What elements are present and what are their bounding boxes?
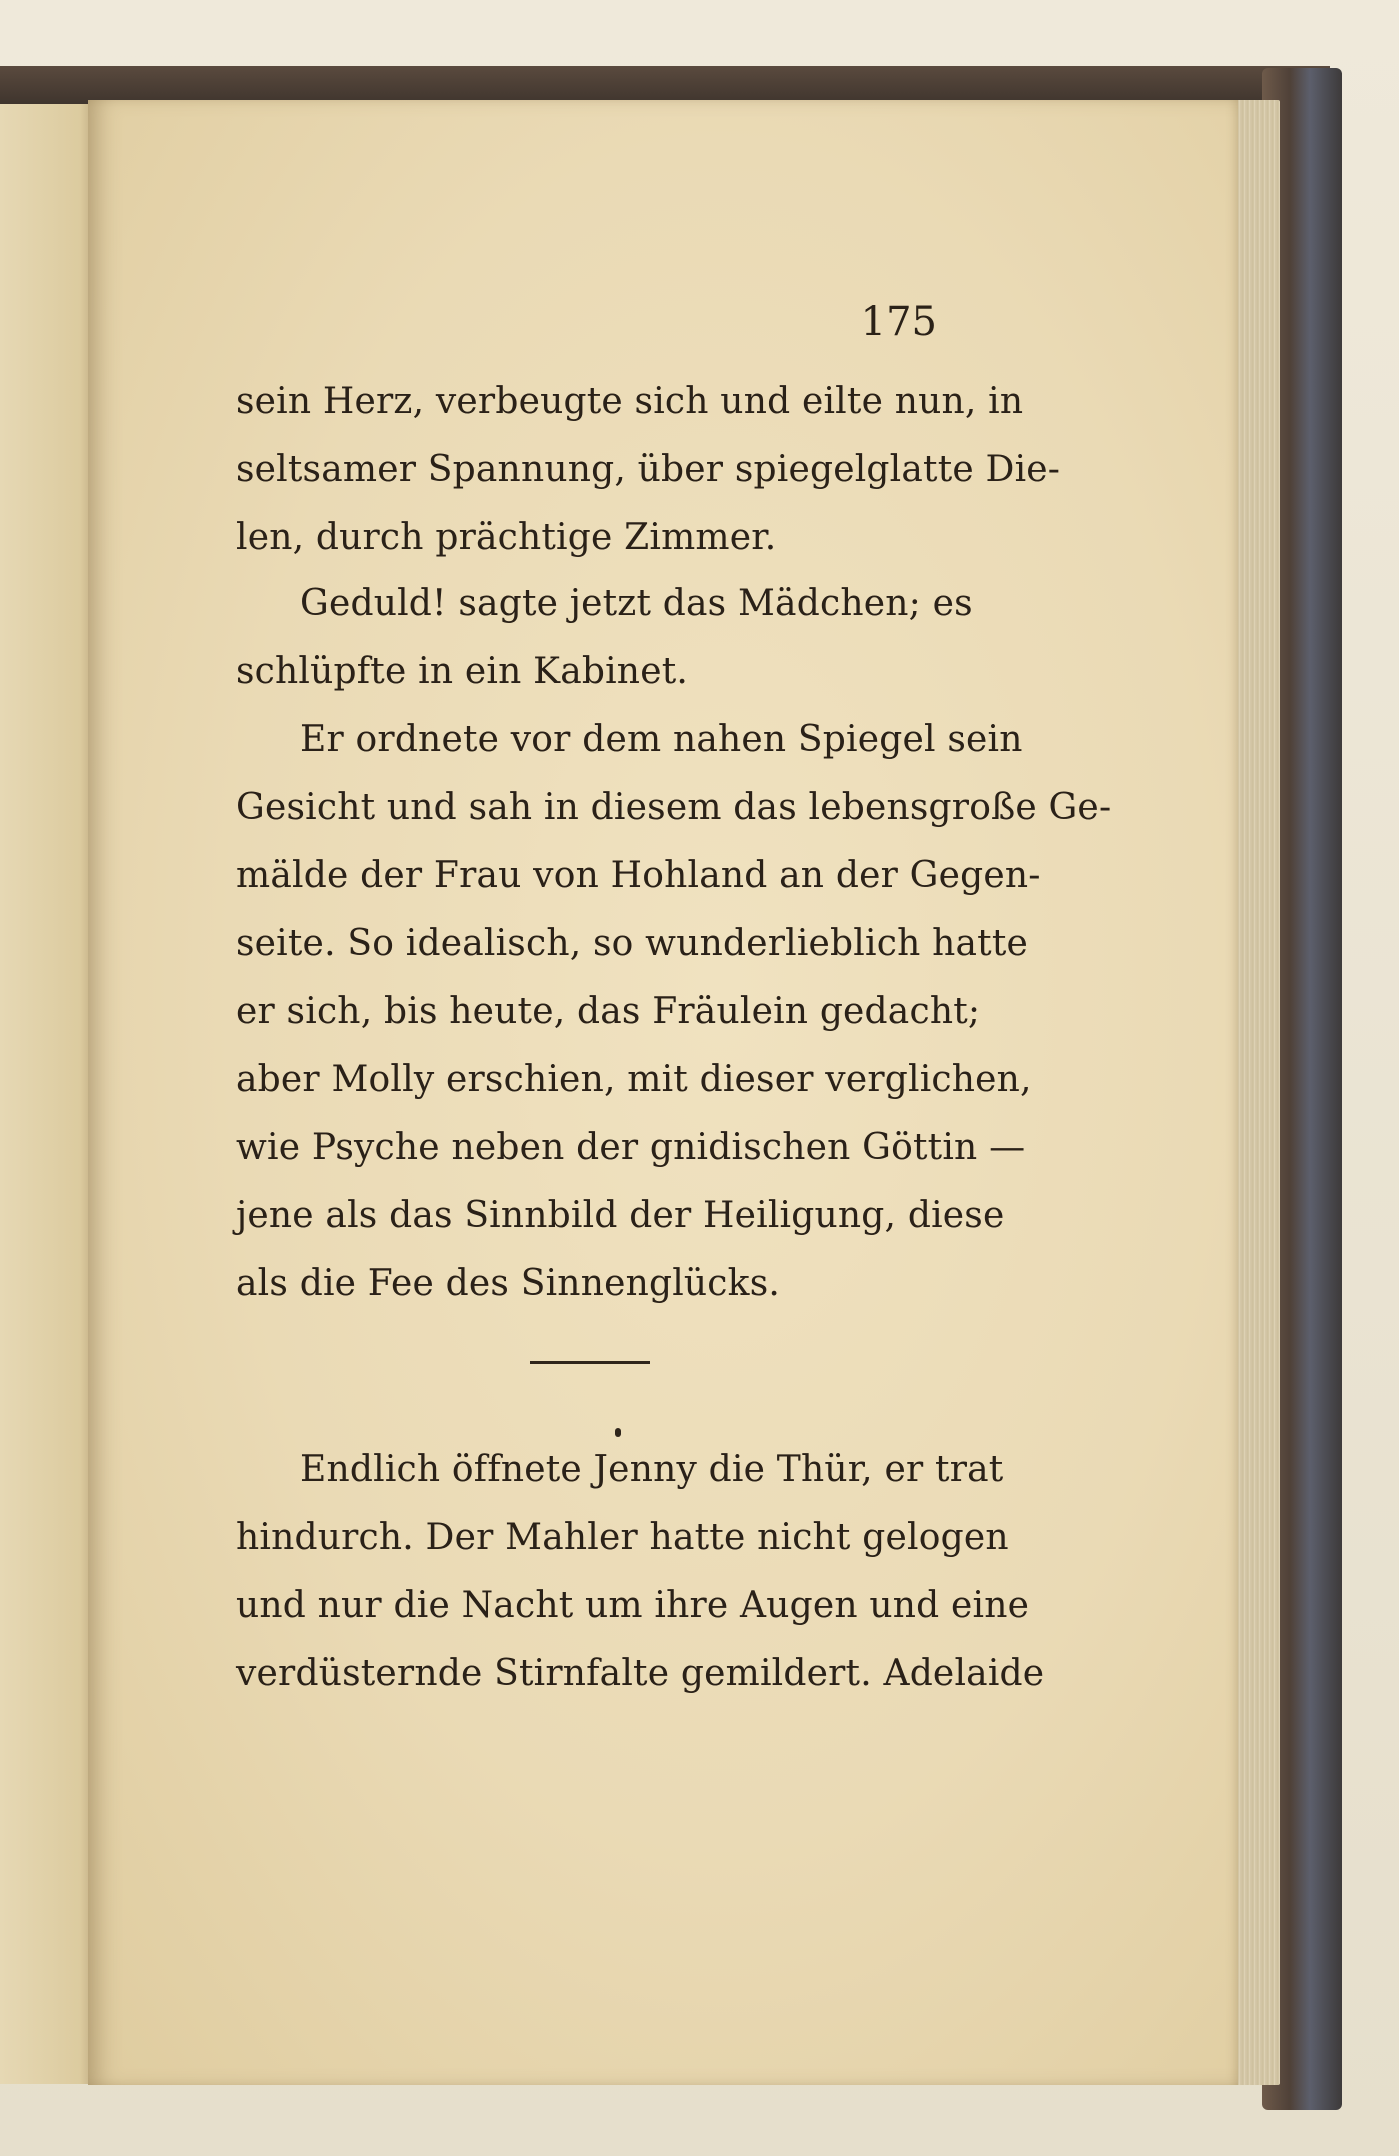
text-line: er sich, bis heute, das Fräulein gedacht; — [236, 991, 981, 1032]
page-number: 175 — [860, 299, 937, 345]
text-line: als die Fee des Sinnenglücks. — [236, 1263, 781, 1304]
text-line: seite. So idealisch, so wunderlieblich hatte — [236, 923, 1029, 964]
text-line: seltsamer Spannung, über spiegelglatte Die- — [236, 449, 1061, 490]
text-line: mälde der Frau von Hohland an der Gegen- — [236, 855, 1041, 896]
text-line: wie Psyche neben der gnidischen Göttin — — [236, 1127, 1026, 1168]
text-line: verdüsternde Stirnfalte gemildert. Adelaide — [236, 1653, 1045, 1694]
text-line: Endlich öffnete Jenny die Thür, er trat — [300, 1449, 1004, 1490]
text-line: aber Molly erschien, mit dieser verglichen, — [236, 1059, 1032, 1100]
text-line: len, durch prächtige Zimmer. — [236, 517, 777, 558]
section-divider — [530, 1361, 650, 1364]
text-line: Geduld! sagte jetzt das Mädchen; es — [300, 583, 973, 624]
text-line: hindurch. Der Mahler hatte nicht gelogen — [236, 1517, 1009, 1558]
ink-mark — [615, 1428, 621, 1437]
text-line: sein Herz, verbeugte sich und eilte nun, in — [236, 381, 1024, 422]
text-line: schlüpfte in ein Kabinet. — [236, 651, 689, 692]
left-page-edge — [0, 104, 100, 2084]
text-line: und nur die Nacht um ihre Augen und eine — [236, 1585, 1030, 1626]
text-line: jene als das Sinnbild der Heiligung, diese — [236, 1195, 1005, 1236]
text-line: Er ordnete vor dem nahen Spiegel sein — [300, 719, 1023, 760]
text-line: Gesicht und sah in diesem das lebensgroße Ge- — [236, 787, 1112, 828]
